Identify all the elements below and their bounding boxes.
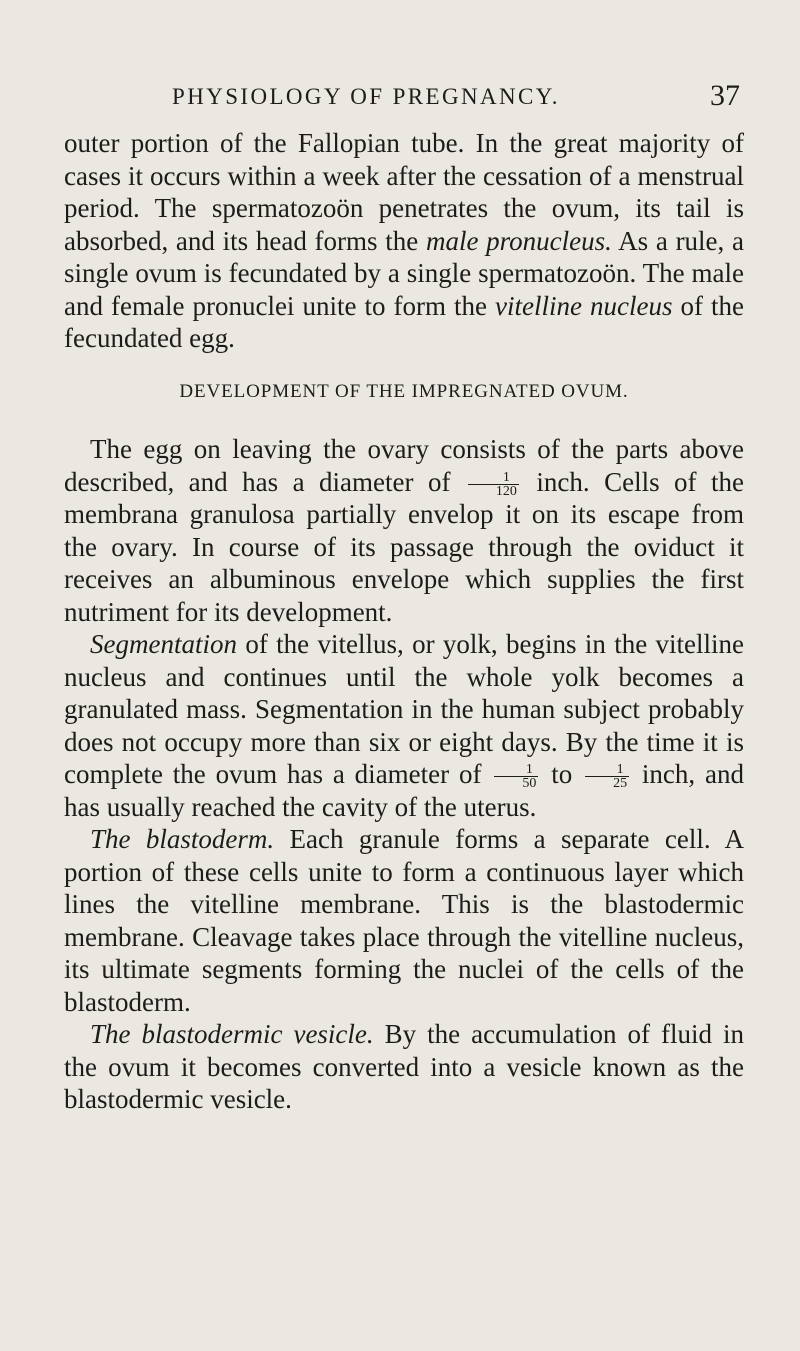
paragraph-fertilization [64, 127, 744, 355]
fraction-numerator: 1 [585, 763, 629, 777]
text-run: inch. Cells of the membrana granulosa partially envelop it on its escape from the ovary. In course of its passage through the oviduct it receives an albuminous envelope which supplies the first nutriment for its development. [64, 466, 744, 627]
text-run: inch, and has usually reached the cavity of the uterus. [64, 759, 744, 822]
fraction [585, 763, 629, 790]
fraction-numerator: 1 [494, 763, 538, 777]
text-run: By the accumulation of fluid in the ovum it becomes converted into a vesicle known as the blastodermic vesicle. [64, 1019, 744, 1114]
page-number: 37 [710, 79, 740, 112]
fraction-denominator: 25 [613, 776, 628, 791]
italic-term: vitelline nucleus [495, 290, 673, 321]
paragraph-egg [64, 433, 744, 628]
running-head: PHYSIOLOGY OF PREGNANCY. [172, 84, 560, 109]
fraction-denominator: 120 [495, 483, 517, 499]
fraction-denominator: 50 [522, 776, 537, 791]
fraction [494, 763, 538, 790]
text-run: of the fecundated egg. [64, 290, 745, 353]
text-block-top [64, 127, 744, 355]
italic-term: The blastoderm. [90, 824, 275, 854]
text-run: of the vitellus, or yolk, begins in the vitelline nucleus and continues until the whole yolk becomes a granulated mass. Segmentation in the human subject probably does not occupy more than six or eight days. By the time it is complete the ovum has a diameter of [64, 629, 744, 789]
paragraph-segmentation [64, 628, 744, 823]
section-heading: DEVELOPMENT OF THE IMPREGNATED OVUM. [179, 381, 629, 402]
text-block-main [64, 433, 744, 1116]
text-run: As a rule, a single ovum is fecundated by a single spermatozoön. The male and female pronuclei unite to form the [64, 225, 744, 321]
paragraph-blastodermic-vesicle [64, 1018, 744, 1116]
text-run: Each granule forms a separate cell. A portion of these cells unite to form a continuous layer which lines the vitelline membrane. This is the blastodermic membrane. Cleavage takes place through the vitelline nucleus, its ultimate segments forming the nuclei of the cells of the blastoderm. [64, 824, 745, 1017]
text-run: The egg on leaving the ovary consists of the parts above described, and has a diameter of [64, 434, 744, 497]
fraction-numerator: 1 [468, 471, 519, 485]
italic-term: The blastodermic vesicle. [90, 1019, 374, 1049]
text-run: outer portion of the Fallopian tube. In the great majority of cases it occurs within a week after the cessation of a menstrual period. The spermatozoön penetrates the ovum, its tail is absorbed, and its head forms the [64, 128, 744, 256]
italic-term: male pronucleus. [425, 225, 612, 256]
paragraph-blastoderm [64, 823, 744, 1018]
italic-term: Segmentation [90, 629, 237, 659]
text-run: to [541, 759, 583, 789]
fraction [468, 471, 519, 498]
